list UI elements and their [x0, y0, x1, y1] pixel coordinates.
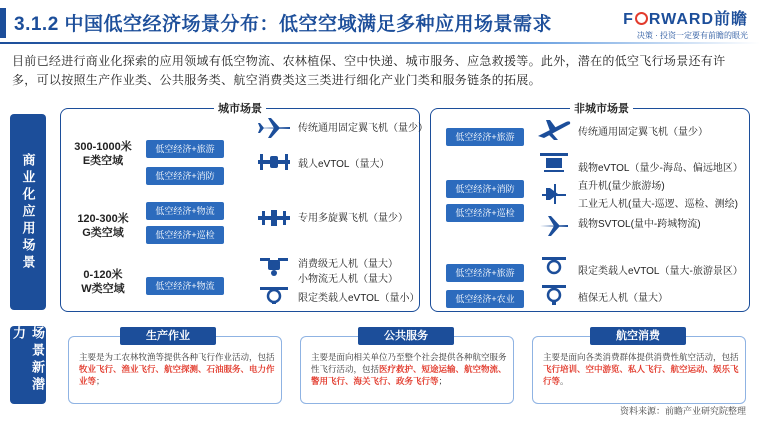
noncity-craft-industrial-drone: 工业无人机(量大-巡逻、巡检、测绘)	[578, 199, 738, 210]
noncity-tag-tourism: 低空经济+旅游	[446, 128, 524, 146]
airspace-class-g: 120-300米 G类空域	[77, 213, 129, 239]
noncity-craft-fixed-wing: 传统通用固定翼飞机（量少）	[578, 127, 708, 138]
consumer-drone-icon	[258, 254, 290, 278]
fixed-wing-plane-icon	[256, 116, 292, 140]
header-divider	[0, 42, 760, 44]
city-craft-logistics-drone: 小物流无人机（量大）	[298, 274, 398, 285]
evtol-icon	[256, 150, 292, 174]
noncity-craft-passenger-evtol: 限定类载人eVTOL（量大-旅游景区）	[578, 266, 743, 277]
page-title: 3.1.2 中国低空经济场景分布：低空空域满足多种应用场景需求	[14, 14, 553, 35]
city-tag-tourism: 低空经济+旅游	[146, 140, 224, 158]
industrial-drone-icon	[538, 214, 570, 238]
city-tag-logistics: 低空经济+物流	[146, 202, 224, 220]
potential-title-production: 生产作业	[120, 327, 216, 345]
passenger-evtol-icon	[540, 254, 568, 276]
potential-box-consumer: 主要是面向各类消费群体提供消费性航空活动，包括飞行培训、空中游览、私人飞行、航空运动、娱乐飞行等。	[532, 336, 746, 404]
helicopter-icon	[538, 182, 570, 206]
noncity-tag-agriculture: 低空经济+农业	[446, 290, 524, 308]
crop-drone-icon	[540, 282, 568, 306]
cargo-evtol-icon	[538, 150, 570, 174]
source-note: 资料来源：前瞻产业研究院整理	[619, 406, 746, 416]
header	[0, 0, 760, 44]
column-heading-noncity: 非城市场景	[570, 100, 633, 116]
brand-logo	[623, 6, 748, 41]
city-craft-consumer-drone: 消费级无人机（量大）	[298, 259, 398, 270]
title-accent-bar	[0, 8, 6, 38]
intro-paragraph: 目前已经进行商业化探索的应用领域有低空物流、农林植保、空中快递、城市服务、应急救援等。此外，潜在的低空飞行场景还有许多，可以按照生产作业类、公共服务类、航空消费类这三类进行细化产业门类和服务链条的拓展。	[12, 54, 726, 87]
multirotor-icon	[256, 206, 292, 230]
logo-ring-icon	[635, 12, 648, 25]
noncity-craft-cargo-svtol: 载物SVTOL(量中-跨城物流)	[578, 219, 701, 230]
potential-box-production: 主要是为工农林牧渔等提供各种飞行作业活动，包括牧业飞行、渔业飞行、航空探测、石油服务、电力作业等；	[68, 336, 282, 404]
airspace-class-w: 0-120米 W类空域	[81, 269, 125, 295]
potential-box-public: 主要是面向相关单位乃至整个社会提供各种航空服务性飞行活动，包括医疗救护、短途运输、航空物流、警用飞行、海关飞行、政务飞行等；	[300, 336, 514, 404]
noncity-craft-cargo-evtol: 载物eVTOL（量少-海岛、偏远地区）	[578, 163, 743, 174]
city-tag-firefighting: 低空经济+消防	[146, 167, 224, 185]
noncity-tag-tourism-w: 低空经济+旅游	[446, 264, 524, 282]
city-craft-evtol: 载人eVTOL（量大）	[298, 159, 390, 170]
noncity-craft-crop-drone: 植保无人机（量大）	[578, 293, 668, 304]
city-tag-inspection: 低空经济+巡检	[146, 226, 224, 244]
side-label-potential: 场景新潜力	[10, 326, 46, 404]
side-label-commercial: 商业化应用场景	[10, 114, 46, 310]
airliner-icon	[536, 116, 572, 142]
airspace-class-e: 300-1000米 E类空域	[74, 141, 132, 167]
city-craft-passenger-evtol: 限定类载人eVTOL（量小）	[298, 293, 420, 304]
noncity-tag-firefighting: 低空经济+消防	[446, 180, 524, 198]
city-craft-fixed-wing: 传统通用固定翼飞机（量少）	[298, 123, 428, 134]
city-craft-multirotor: 专用多旋翼飞机（量少）	[298, 213, 408, 224]
logo-wordmark: F RWARD前瞻	[623, 11, 748, 28]
city-tag-logistics-w: 低空经济+物流	[146, 277, 224, 295]
potential-title-public: 公共服务	[358, 327, 454, 345]
potential-title-consumer: 航空消费	[590, 327, 686, 345]
column-heading-city: 城市场景	[214, 100, 266, 116]
noncity-craft-helicopter: 直升机(量少旅游场)	[578, 181, 665, 192]
noncity-tag-inspection: 低空经济+巡检	[446, 204, 524, 222]
logo-slogan: 决策 · 投资一定要有前瞻的眼光	[636, 31, 748, 40]
passenger-drone-icon	[258, 283, 290, 305]
